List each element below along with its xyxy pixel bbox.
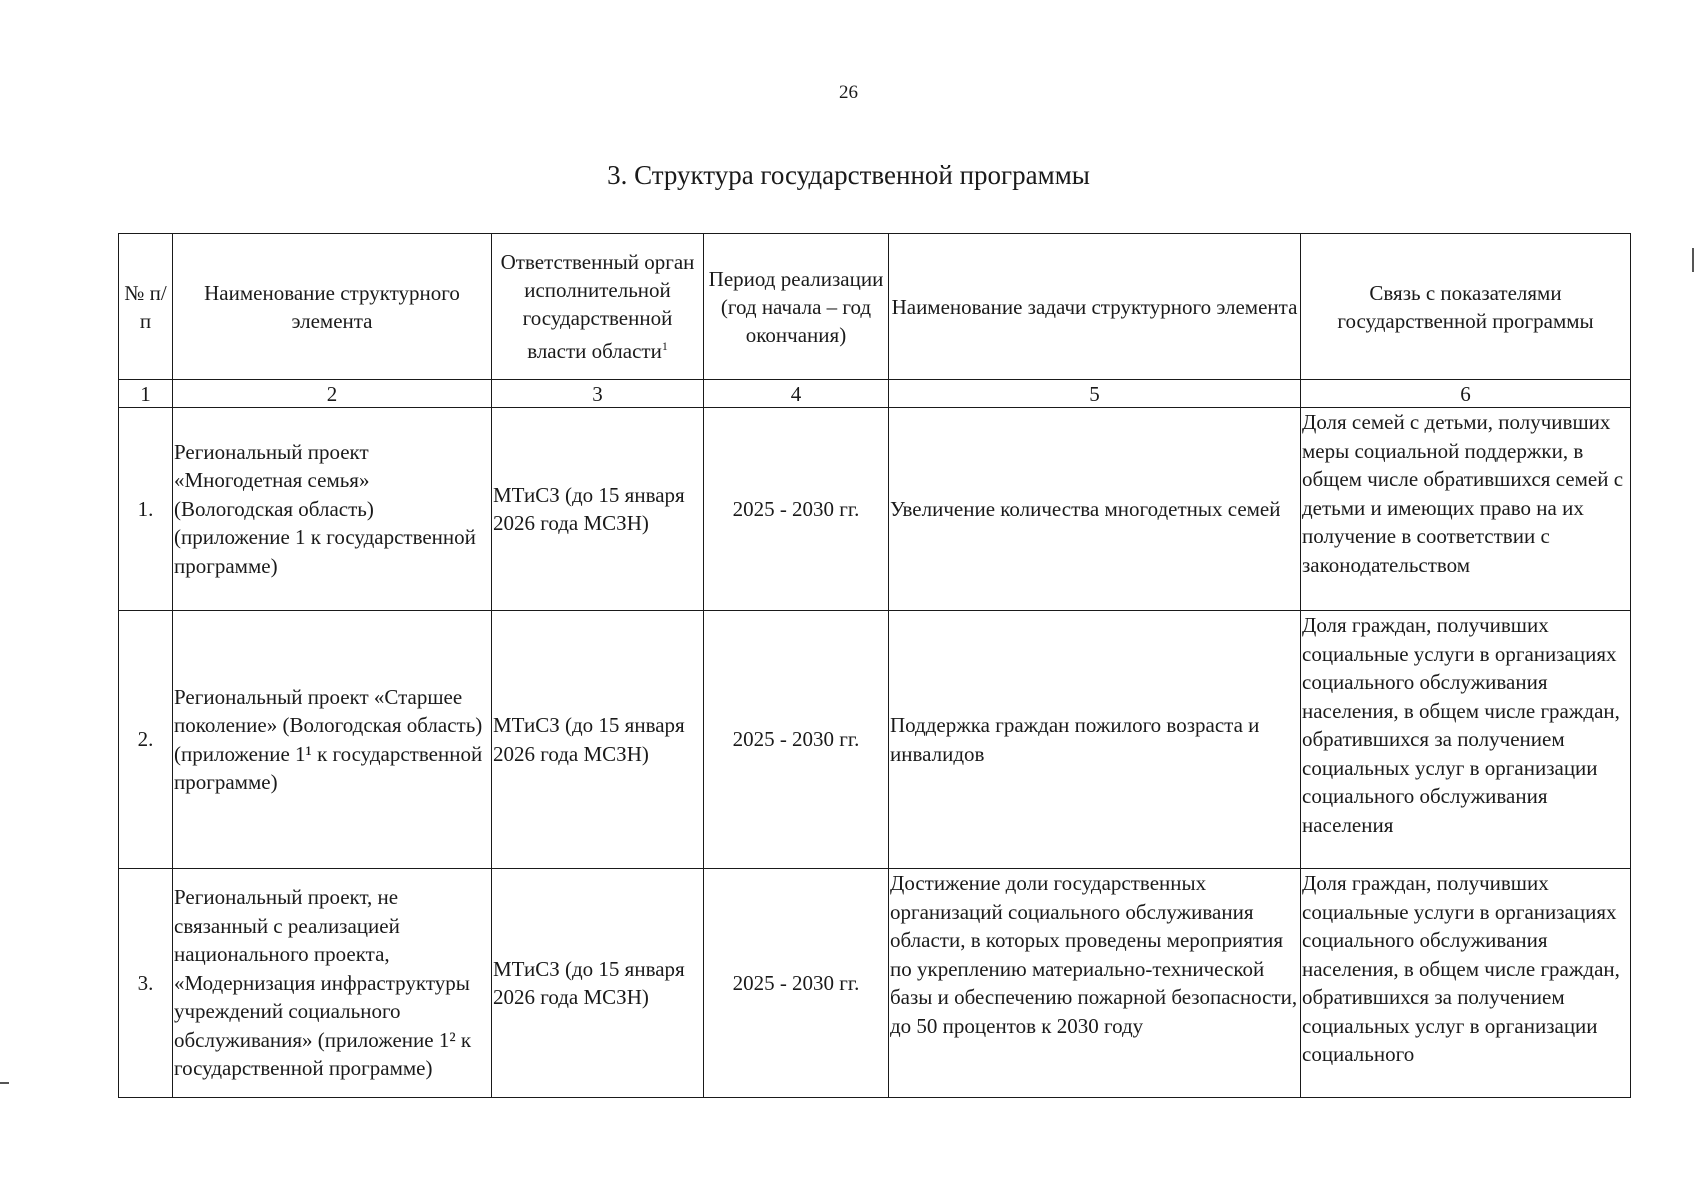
table-row: [119, 611, 1631, 869]
page-number: 26: [839, 82, 858, 103]
task-cell: Поддержка граждан пожилого возраста и инвалидов: [889, 611, 1301, 869]
column-number: 6: [1301, 380, 1631, 408]
responsible-organ-cell: МТиСЗ (до 15 января 2026 года МСЗН): [492, 408, 704, 611]
responsible-organ-cell: МТиСЗ (до 15 января 2026 года МСЗН): [492, 611, 704, 869]
scan-mark-right: [1692, 248, 1694, 272]
column-number-row: [119, 380, 1631, 408]
header-number: № п/п: [119, 234, 173, 380]
indicator-cell: Доля граждан, получивших социальные услуги в организациях социального обслуживания населения, в общем числе граждан, обратившихся за получением социальных услуг в организации социального: [1301, 869, 1631, 1098]
column-number: 5: [889, 380, 1301, 408]
header-indicator-link: Связь с показателями государственной программы: [1301, 234, 1631, 380]
header-responsible-organ: Ответственный орган исполнительной государственной власти области$^1$: [492, 234, 704, 380]
column-number: 1: [119, 380, 173, 408]
row-number: 3.: [119, 869, 173, 1098]
table-row: [119, 408, 1631, 611]
period-cell: 2025 - 2030 гг.: [704, 611, 889, 869]
row-number: 1.: [119, 408, 173, 611]
program-structure-table: [118, 233, 1631, 1098]
element-name-cell: Региональный проект, не связанный с реализацией национального проекта, «Модернизация инфраструктуры учреждений социального обслуживания» (приложение 1² к государственной программе): [173, 869, 492, 1098]
header-task-name: Наименование задачи структурного элемента: [889, 234, 1301, 380]
responsible-organ-cell: МТиСЗ (до 15 января 2026 года МСЗН): [492, 869, 704, 1098]
indicator-cell: Доля граждан, получивших социальные услуги в организациях социального обслуживания населения, в общем числе граждан, обратившихся за получением социальных услуг в организации социального обслуживания населения: [1301, 611, 1631, 869]
column-number: 4: [704, 380, 889, 408]
task-cell: Увеличение количества многодетных семей: [889, 408, 1301, 611]
column-number: 3: [492, 380, 704, 408]
table-header-row: [119, 234, 1631, 380]
column-number: 2: [173, 380, 492, 408]
table-row: [119, 869, 1631, 1098]
header-period: Период реализации (год начала – год окончания): [704, 234, 889, 380]
scan-mark-left: [0, 1082, 9, 1084]
document-title: 3. Структура государственной программы: [607, 160, 1090, 190]
period-cell: 2025 - 2030 гг.: [704, 408, 889, 611]
element-name-cell: Региональный проект «Старшее поколение» (Вологодская область) (приложение 1¹ к государственной программе): [173, 611, 492, 869]
task-cell: Достижение доли государственных организаций социального обслуживания области, в которых проведены мероприятия по укреплению материально-технической базы и обеспечению пожарной безопасности, до 50 процентов к 2030 году: [889, 869, 1301, 1098]
indicator-cell: Доля семей с детьми, получивших меры социальной поддержки, в общем числе обратившихся семей с детьми и имеющих право на их получение в соответствии с законодательством: [1301, 408, 1631, 611]
header-element-name: Наименование структурного элемента: [173, 234, 492, 380]
period-cell: 2025 - 2030 гг.: [704, 869, 889, 1098]
row-number: 2.: [119, 611, 173, 869]
footnote-mark: 1: [661, 339, 668, 353]
element-name-cell: Региональный проект «Многодетная семья» (Вологодская область) (приложение 1 к государственной программе): [173, 408, 492, 611]
